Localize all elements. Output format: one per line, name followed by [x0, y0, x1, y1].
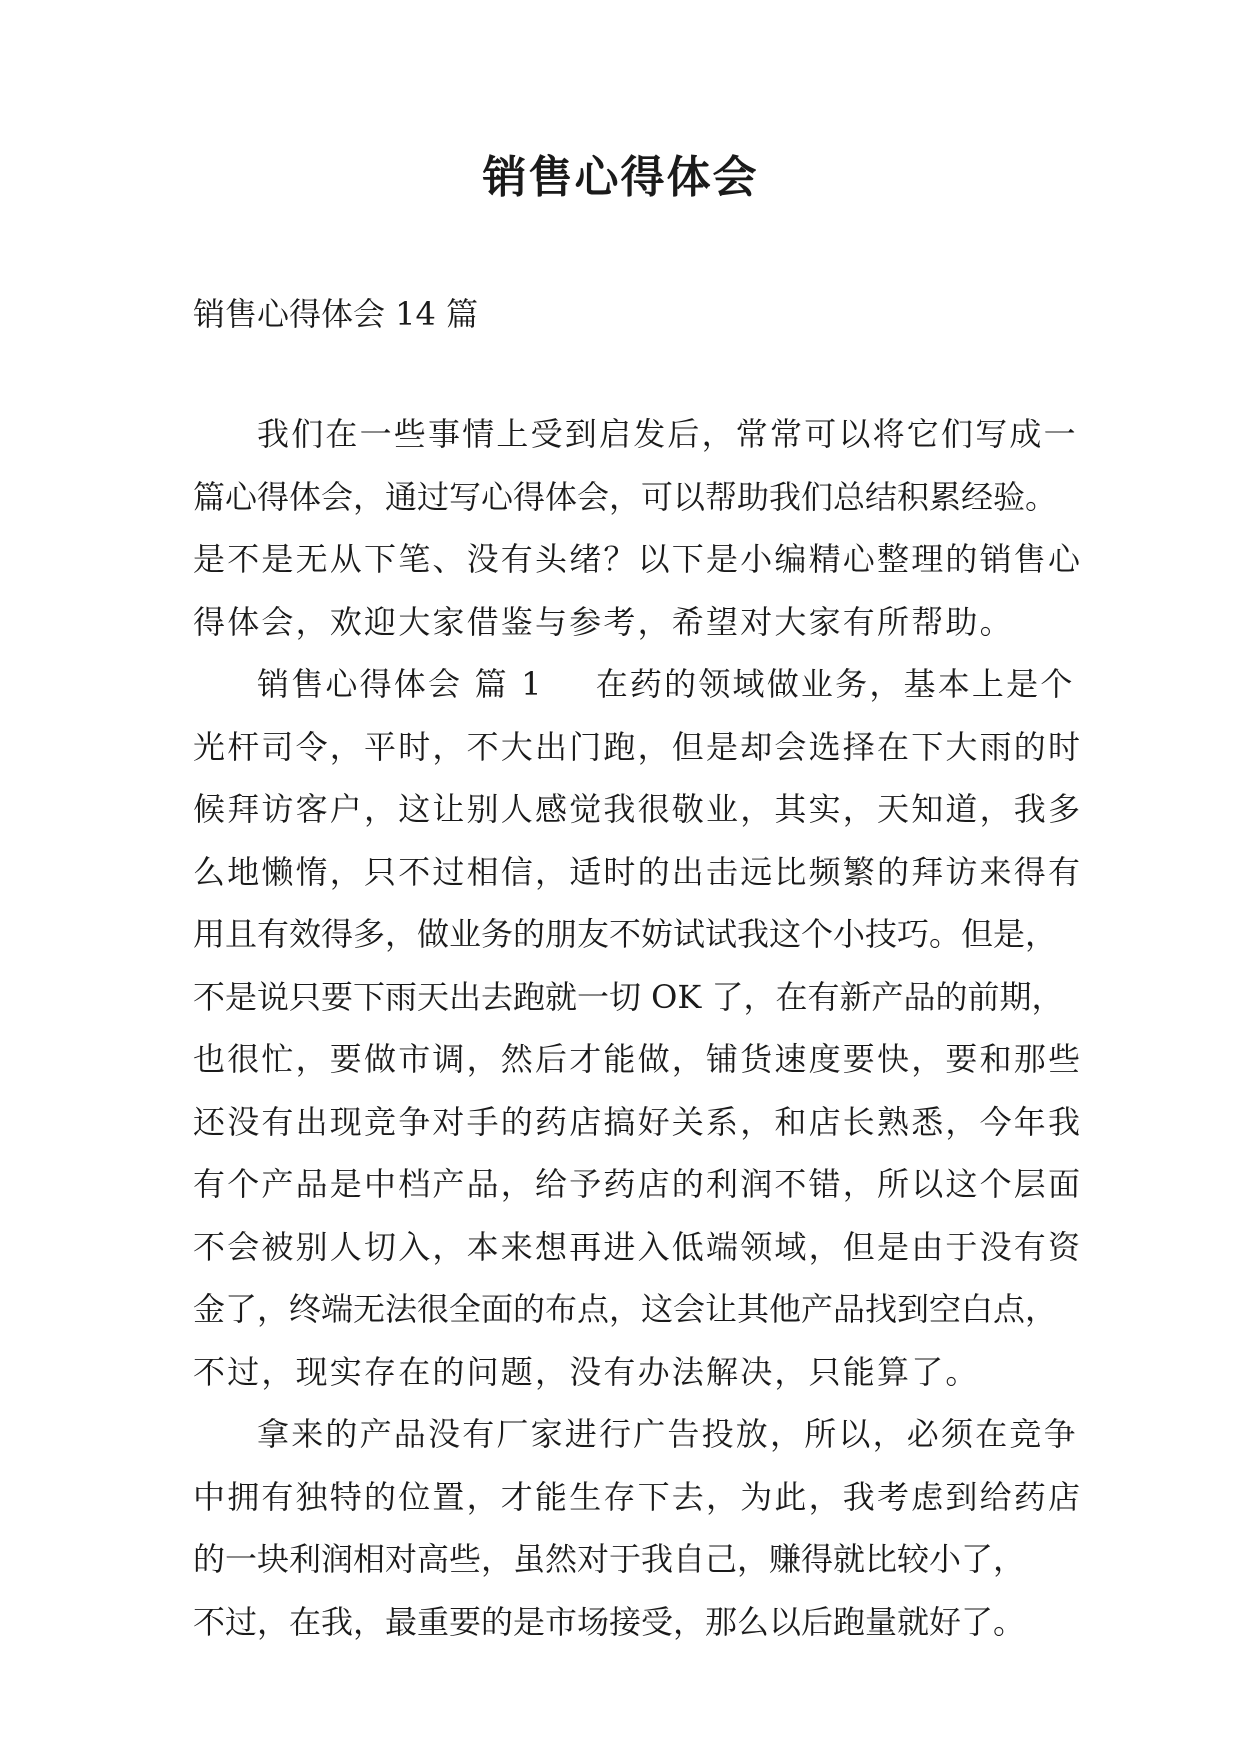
body-line: 不会被别人切入，本来想再进入低端领域，但是由于没有资 [193, 1227, 1083, 1266]
document-subtitle: 销售心得体会 14 篇 [193, 295, 479, 333]
body-line: 拿来的产品没有厂家进行广告投放，所以，必须在竞争 [257, 1415, 1078, 1453]
body-line: 不过，现实存在的问题，没有办法解决，只能算了。 [193, 1352, 980, 1391]
body-line: 不过，在我，最重要的是市场接受，那么以后跑量就好了。 [193, 1602, 1026, 1641]
body-line: 光杆司令，平时，不大出门跑，但是却会选择在下大雨的时 [193, 727, 1083, 766]
body-line: 得体会，欢迎大家借鉴与参考，希望对大家有所帮助。 [193, 602, 1014, 641]
section-line [193, 658, 1075, 721]
document-body [193, 408, 1083, 1658]
body-line: 么地懒惰，只不过相信，适时的出击远比频繁的拜访来得有 [193, 852, 1083, 891]
body-line: 篇心得体会，通过写心得体会，可以帮助我们总结积累经验。 [193, 477, 1058, 516]
body-line: 我们在一些事情上受到启发后，常常可以将它们写成一 [257, 415, 1078, 453]
body-line: 中拥有独特的位置，才能生存下去，为此，我考虑到给药店 [193, 1477, 1083, 1516]
body-line: 金了，终端无法很全面的布点，这会让其他产品找到空白点， [193, 1290, 1058, 1328]
section-text: 在药的领域做业务，基本上是个 [595, 665, 1075, 703]
body-line: 用且有效得多，做业务的朋友不妨试试我这个小技巧。但是， [193, 915, 1058, 953]
body-line: 也很忙，要做市调，然后才能做，铺货速度要快，要和那些 [193, 1040, 1083, 1078]
body-line: 的一块利润相对高些，虽然对于我自己，赚得就比较小了， [193, 1540, 1026, 1578]
section-heading: 销售心得体会 篇 1 [257, 665, 544, 703]
document-title: 销售心得体会 [482, 152, 759, 203]
body-line: 不是说只要下雨天出去跑就一切 OK 了，在有新产品的前期， [193, 977, 1064, 1016]
body-line: 候拜访客户，这让别人感觉我很敬业，其实，天知道，我多 [193, 790, 1083, 828]
body-line: 还没有出现竞争对手的药店搞好关系，和店长熟悉，今年我 [193, 1102, 1083, 1141]
body-line: 有个产品是中档产品，给予药店的利润不错，所以这个层面 [193, 1165, 1083, 1203]
body-line: 是不是无从下笔、没有头绪？以下是小编精心整理的销售心 [193, 540, 1083, 578]
